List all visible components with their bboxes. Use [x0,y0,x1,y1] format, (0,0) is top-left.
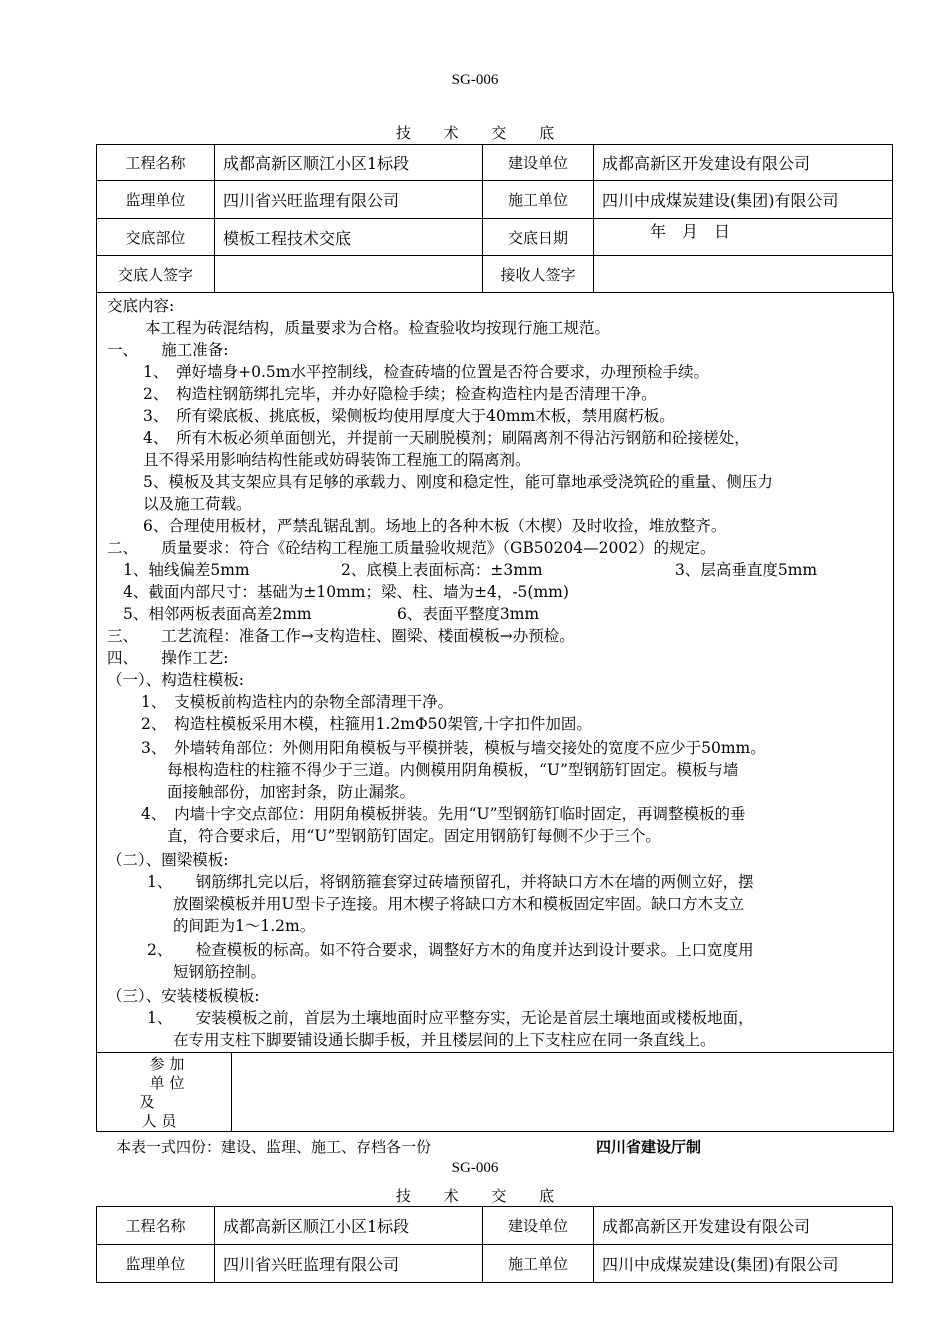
receiver-label: 接收人签字 [483,256,594,293]
content-line: 3、 所有梁底板、挑底板，梁侧板均使用厚度大于40mm木板，禁用腐朽板。 [143,407,675,425]
builder-label: 建设单位 [483,145,594,181]
content-line: 4、 内墙十字交点部位：用阴角模板拼装。先用“U”型钢筋钉临时固定，再调整模板的垂 [141,805,746,823]
tolerance-item: 3、层高垂直度5mm [675,561,818,579]
content-line: 直，符合要求后，用“U”型钢筋钉固定。固定用钢筋钉每侧不少于三个。 [167,827,661,845]
content-line: 2、 构造柱钢筋绑扎完毕，并办好隐检手续；检查构造柱内是否清理干净。 [143,385,657,403]
content-line: 在专用支柱下脚要铺设通长脚手板，并且楼层间的上下支柱应在同一条直线上。 [173,1031,716,1049]
participants-box [96,1052,894,1132]
participants-label-3: 及 [139,1093,155,1111]
content-line: 每根构造柱的柱箍不得少于三道。内侧模用阴角模板，“U”型钢筋钉固定。模板与墙 [167,761,739,779]
contractor-value: 四川中成煤炭建设(集团)有限公司 [594,1245,893,1283]
supervisor-label: 监理单位 [97,1245,215,1283]
date-label: 交底日期 [483,219,594,256]
form-code-2: SG-006 [451,1160,499,1176]
footer-copies: 本表一式四份：建设、监理、施工、存档各一份 [116,1138,432,1156]
form-title-2: 技 术 交 底 [395,1187,569,1205]
tolerance-item: 4、截面内部尺寸：基础为±10mm；梁、柱、墙为±4，-5(mm) [123,583,569,601]
content-line: 1、 支模板前构造柱内的杂物全部清理干净。 [141,693,454,711]
tolerance-item: 5、相邻两板表面高差2mm [123,605,312,623]
supervisor-value: 四川省兴旺监理有限公司 [215,1245,483,1283]
date-value: 年 月 日 [594,219,893,256]
content-line: 2、 检查模板的标高。如不符合要求，调整好方木的角度并达到设计要求。上口宽度用 [147,941,754,959]
project-label: 工程名称 [97,145,215,181]
subsection-heading: （三）、安装楼板模板: [107,987,260,1005]
contractor-value: 四川中成煤炭建设(集团)有限公司 [594,181,893,219]
content-line: 2、 构造柱模板采用木模，柱箍用1.2mΦ50架管,十字扣件加固。 [141,715,592,733]
section-heading: 四、 操作工艺: [107,649,229,667]
content-line: 4、 所有木板必须单面刨光，并提前一天刷脱模剂；刷隔离剂不得沾污钢筋和砼接槎处， [143,429,750,447]
form-title: 技 术 交 底 [395,124,569,142]
tolerance-item: 1、轴线偏差5mm [123,561,250,579]
content-area [96,292,894,1052]
contractor-label: 施工单位 [483,1245,594,1283]
content-line: 的间距为1～1.2m。 [173,917,316,935]
subsection-heading: （二）、圈梁模板: [107,851,229,869]
part-label: 交底部位 [97,219,215,256]
builder-value: 成都高新区开发建设有限公司 [594,1207,893,1245]
tolerance-item: 2、底模上表面标高：±3mm [341,561,543,579]
subsection-heading: （一）、构造柱模板: [107,671,244,689]
content-line: 面接触部份，加密封条，防止漏浆。 [167,783,416,801]
content-line: 本工程为砖混结构，质量要求为合格。检查验收均按现行施工规范。 [145,319,611,337]
section-heading: 三、 工艺流程：准备工作→支构造柱、圈梁、楼面模板→办预检。 [107,627,575,645]
content-line: 1、 弹好墙身+0.5m水平控制线，检查砖墙的位置是否符合要求，办理预检手续。 [143,363,709,381]
tolerance-item: 6、表面平整度3mm [397,605,540,623]
content-heading: 交底内容: [107,297,175,315]
header-table [96,144,893,293]
content-line: 1、 钢筋绑扎完以后，将钢筋箍套穿过砖墙预留孔，并将缺口方木在墙的两侧立好，摆 [147,873,754,891]
builder-label: 建设单位 [483,1207,594,1245]
builder-value: 成都高新区开发建设有限公司 [594,145,893,181]
form-code: SG-006 [451,72,499,88]
participants-divider [231,1053,232,1131]
participants-label-4: 人 员 [141,1112,177,1130]
footer-issuer: 四川省建设厅制 [596,1138,702,1156]
project-value: 成都高新区顺江小区1标段 [215,145,483,181]
contractor-label: 施工单位 [483,181,594,219]
participants-label-1: 参 加 [149,1055,185,1073]
content-line: 短钢筋控制。 [173,963,267,981]
project-value: 成都高新区顺江小区1标段 [215,1207,483,1245]
content-line: 3、 外墙转角部位：外侧用阳角模板与平模拼装，模板与墙交接处的宽度不应少于50mm。 [141,739,766,757]
project-label: 工程名称 [97,1207,215,1245]
header-table-2 [96,1206,893,1283]
giver-label: 交底人签字 [97,256,215,293]
content-line: 1、 安装模板之前，首层为土壤地面时应平整夯实，无论是首层土壤地面或楼板地面， [147,1009,754,1027]
content-line: 放圈梁模板并用U型卡子连接。用木楔子将缺口方木和模板固定牢固。缺口方木支立 [173,895,745,913]
giver-signature [215,256,483,293]
content-line: 5、模板及其支架应具有足够的承载力、刚度和稳定性，能可靠地承受浇筑砼的重量、侧压力 [143,473,773,491]
content-line: 且不得采用影响结构性能或妨碍装饰工程施工的隔离剂。 [143,451,531,469]
section-heading: 二、 质量要求：符合《砼结构工程施工质量验收规范》（GB50204—2002）的规定。 [107,539,716,557]
receiver-signature [594,256,893,293]
supervisor-value: 四川省兴旺监理有限公司 [215,181,483,219]
part-value: 模板工程技术交底 [215,219,483,256]
participants-label-2: 单 位 [149,1074,185,1092]
section-heading: 一、 施工准备: [107,341,229,359]
content-line: 6、合理使用板材，严禁乱锯乱割。场地上的各种木板（木楔）及时收捡，堆放整齐。 [143,517,727,535]
supervisor-label: 监理单位 [97,181,215,219]
content-line: 以及施工荷载。 [143,495,252,513]
